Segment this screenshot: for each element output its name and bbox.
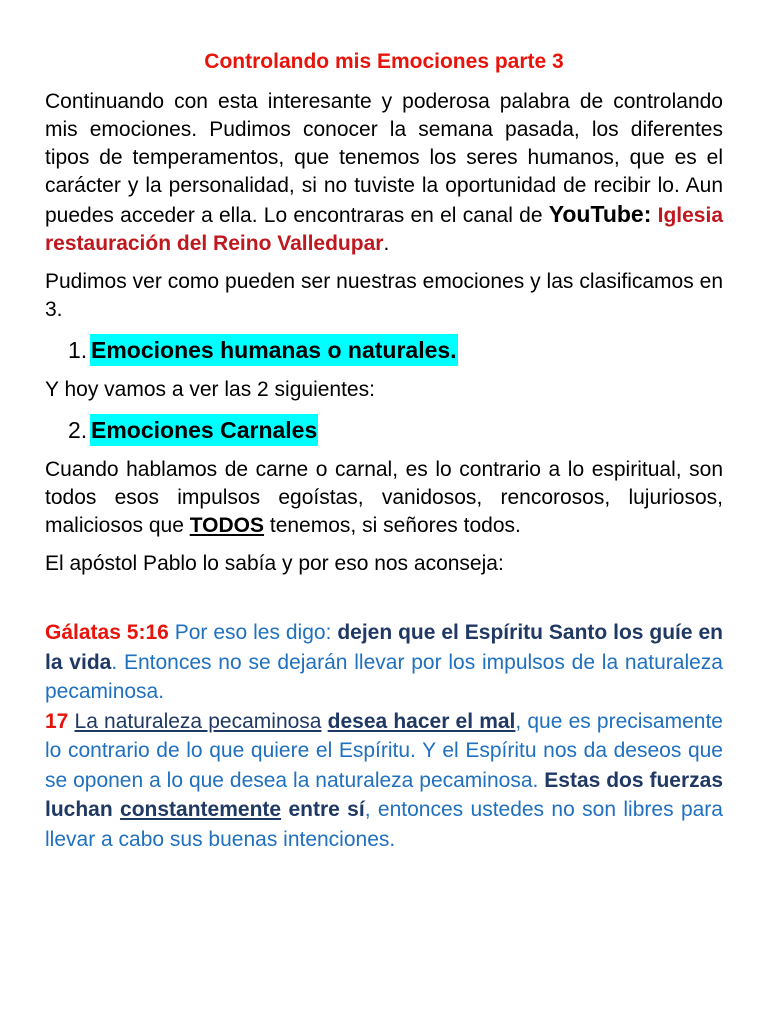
- verse-emphasis: dejen que el Espíritu Santo los guíe en la vida: [45, 621, 723, 674]
- carnal-text: Cuando hablamos de carne o carnal, es lo contrario a lo espiritual, son todos esos impulsos egoístas, vanidosos, rencorosos, lujuriosos, maliciosos que: [45, 458, 723, 537]
- verse-emphasis: Estas dos fuerzas luchan: [45, 768, 723, 821]
- list-number: 2.: [68, 417, 88, 443]
- document-title: Controlando mis Emociones parte 3: [204, 50, 564, 73]
- today-paragraph: Y hoy vamos a ver las 2 siguientes:: [45, 378, 375, 401]
- list-label: Emociones Carnales: [90, 414, 318, 446]
- verse-text: , que es precisamente lo contrario de lo que quiere el Espíritu. Y el Espíritu nos da deseos que se oponen a lo que desea la naturaleza pecaminosa.: [45, 709, 723, 792]
- verse-emphasis: constantemente: [120, 798, 282, 821]
- list-number: 1.: [68, 337, 88, 363]
- verse-ref: Gálatas 5:16: [45, 621, 169, 644]
- todos-emphasis: TODOS: [189, 514, 265, 537]
- intro-text: Continuando con esta interesante y poderosa palabra de controlando mis emociones. Pudimos conocer la semana pasada, los diferentes tipos de temperamentos, que tenemos los seres humanos, que es el carácter y la personalidad, si no tuviste la oportunidad de recibir lo. Aun puedes acceder a ella. Lo encontraras en el canal de: [45, 90, 723, 227]
- list-item-2: [68, 414, 723, 446]
- verse-emphasis: desea hacer el mal: [327, 709, 516, 733]
- carnal-text-end: tenemos, si señores todos.: [264, 514, 521, 537]
- carnal-paragraph: [45, 456, 723, 540]
- youtube-label: YouTube:: [548, 201, 652, 227]
- list-label: Emociones humanas o naturales.: [90, 334, 458, 366]
- verse-text: Por eso les digo:: [168, 621, 338, 644]
- verse-16: [45, 618, 723, 707]
- intro-paragraph: [45, 88, 723, 258]
- classification-paragraph: Pudimos ver como pueden ser nuestras emociones y las clasificamos en 3.: [45, 270, 723, 321]
- spacer: [45, 588, 723, 618]
- verse-17: [45, 707, 723, 855]
- channel-name: Iglesia restauración del Reino Valledupar: [45, 204, 723, 255]
- verse-text: , entonces ustedes no son libres para llevar a cabo sus buenas intenciones.: [45, 798, 723, 851]
- verse-underline: La naturaleza pecaminosa: [74, 709, 322, 733]
- intro-end: .: [383, 232, 390, 255]
- verse-emphasis: entre sí: [281, 798, 365, 821]
- document-page: [45, 48, 723, 854]
- verse-text: . Entonces no se dejarán llevar por los impulsos de la naturaleza pecaminosa.: [45, 650, 723, 703]
- verse-ref: 17: [45, 709, 69, 733]
- list-item-1: [68, 334, 723, 366]
- pablo-paragraph: El apóstol Pablo lo sabía y por eso nos aconseja:: [45, 552, 504, 575]
